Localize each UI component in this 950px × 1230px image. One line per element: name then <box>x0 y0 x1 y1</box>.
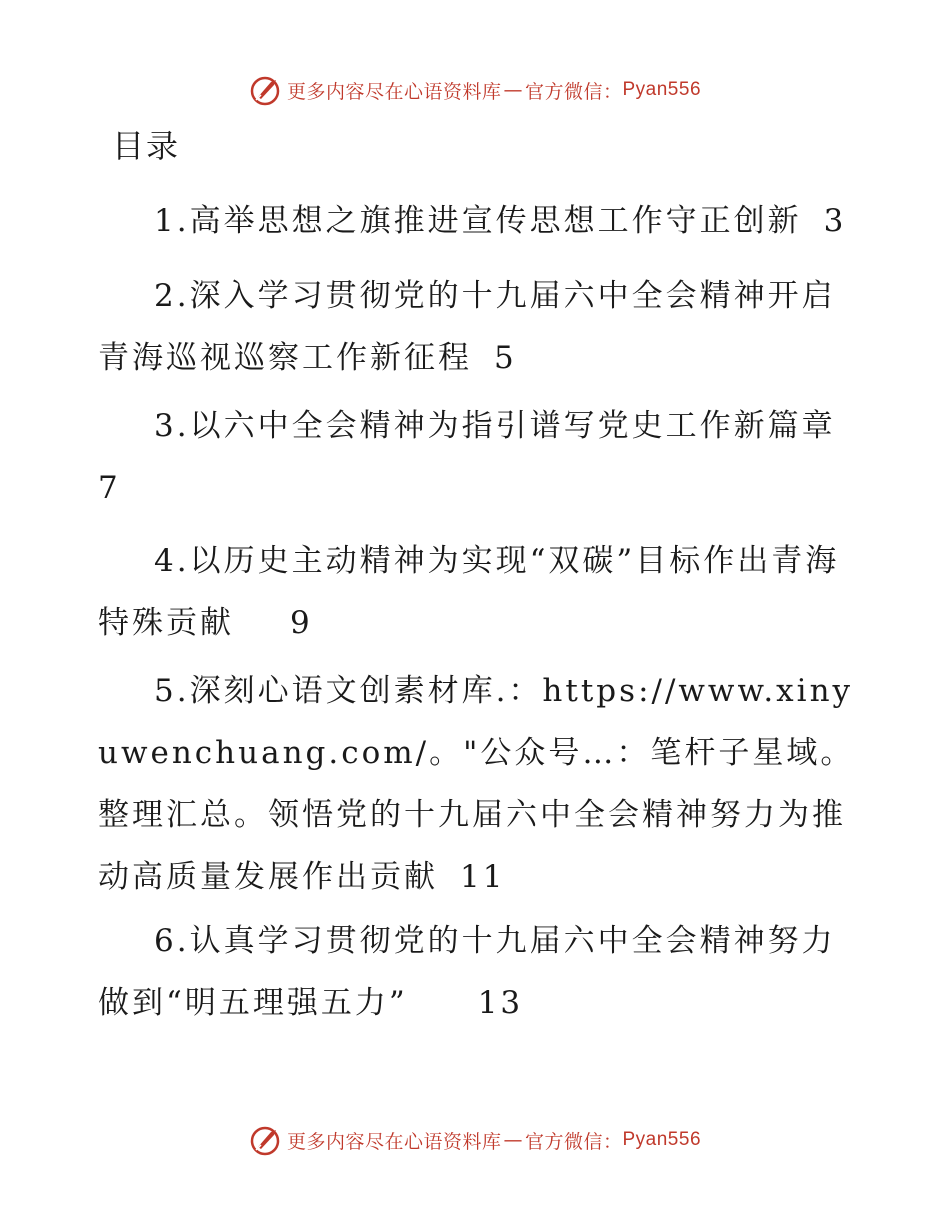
toc-entry-6[interactable] <box>98 910 858 1034</box>
quill-pen-logo-icon <box>249 73 283 107</box>
toc-entry-text: 1.高举思想之旗推进宣传思想工作守正创新 <box>154 203 802 239</box>
toc-entry-page: 3 <box>823 203 847 239</box>
banner-dash: — <box>503 79 523 101</box>
toc-entry-page: 5 <box>494 340 517 376</box>
toc-entry-page: 7 <box>98 470 121 506</box>
banner-wechat-label: 官方微信： <box>524 1130 623 1153</box>
banner-dash: — <box>503 1129 523 1151</box>
toc-entry-text: 2.深入学习贯彻党的十九届六中全会精神开启青海巡视巡察工作新征程 <box>98 278 836 376</box>
banner-wechat-id: Pyan556 <box>622 79 702 100</box>
toc-entry-5[interactable] <box>98 660 858 908</box>
toc-entry-3[interactable] <box>98 395 858 519</box>
banner-wechat-id: Pyan556 <box>622 1129 702 1150</box>
toc-entry-text: 6.认真学习贯彻党的十九届六中全会精神努力做到“明五理强五力” <box>98 923 836 1021</box>
toc-entry-1[interactable] <box>98 190 858 252</box>
banner-main-text: 更多内容尽在心语资料库 <box>286 1130 502 1153</box>
toc-entry-4[interactable] <box>98 530 858 654</box>
toc-title: 目录 <box>112 127 181 165</box>
toc-entry-page: 9 <box>290 605 313 641</box>
toc-entry-page: 11 <box>460 859 506 895</box>
header-watermark-banner <box>0 70 950 110</box>
toc-entry-page: 13 <box>477 985 524 1021</box>
footer-watermark-banner <box>0 1120 950 1160</box>
banner-wechat-label: 官方微信： <box>524 80 623 103</box>
toc-entry-2[interactable] <box>98 265 858 389</box>
quill-pen-logo-icon <box>249 1123 283 1157</box>
banner-main-text: 更多内容尽在心语资料库 <box>286 80 502 103</box>
toc-entry-text: 3.以六中全会精神为指引谱写党史工作新篇章 <box>154 408 836 444</box>
toc-entry-text: 5.深刻心语文创素材库.：https://www.xinyuwenchuang.com/。"公众号…：笔杆子星域。整理汇总。领悟党的十九届六中全会精神努力为推动高质量发展作出贡献 <box>98 673 855 895</box>
toc-entry-text: 4.以历史主动精神为实现“双碳”目标作出青海特殊贡献 <box>98 543 840 641</box>
